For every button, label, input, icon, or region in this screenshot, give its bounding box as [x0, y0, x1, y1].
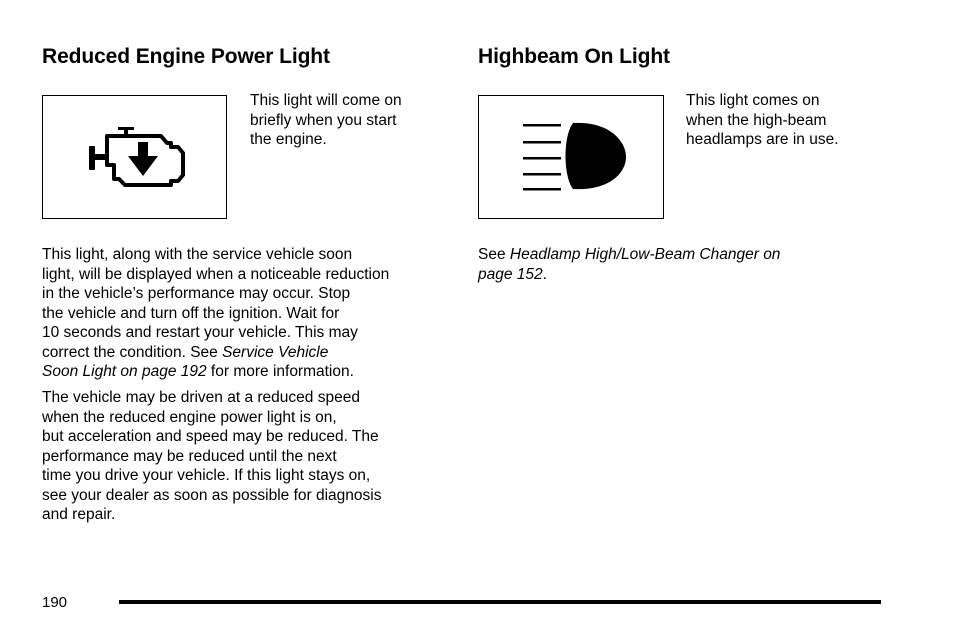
paragraph-line: but acceleration and speed may be reduced. The — [42, 428, 379, 445]
paragraph-text: for more information. — [206, 363, 354, 380]
caption-line: briefly when you start — [250, 111, 397, 129]
caption-line: headlamps are in use. — [686, 131, 839, 148]
cross-reference: page 152 — [478, 265, 543, 283]
paragraph-text: correct the condition. See — [42, 343, 223, 361]
cross-reference: Headlamp High/Low-Beam Changer on — [509, 246, 781, 263]
paragraph-line: the vehicle and turn off the ignition. Wait for — [42, 304, 340, 322]
engine-light-paragraph-1 — [42, 245, 389, 382]
caption-line: This light comes on — [686, 92, 820, 109]
footer-rule — [119, 600, 881, 604]
section-heading: Reduced Engine Power Light — [42, 45, 330, 68]
paragraph-line: The vehicle may be driven at a reduced speed — [42, 389, 360, 406]
paragraph-line — [478, 245, 780, 265]
paragraph-line: light, will be displayed when a noticeable reduction — [42, 265, 390, 283]
highbeam-icon — [479, 96, 663, 218]
engine-reduced-power-icon — [43, 96, 226, 218]
highbeam-light-figure — [478, 95, 664, 219]
caption-line: This light will come on — [250, 92, 402, 109]
engine-light-caption — [250, 91, 402, 150]
paragraph-line: and repair. — [42, 506, 116, 523]
paragraph-line: performance may be reduced until the next — [42, 447, 337, 465]
engine-light-figure — [42, 95, 227, 219]
paragraph-line: when the reduced engine power light is on, — [42, 408, 337, 426]
cross-reference: Soon Light on page 192 — [42, 363, 207, 380]
paragraph-text: See — [478, 246, 510, 263]
caption-line: the engine. — [250, 131, 327, 148]
paragraph-line: This light, along with the service vehicle soon — [42, 246, 353, 263]
page-number: 190 — [42, 594, 68, 611]
caption-line: when the high-beam — [686, 111, 827, 129]
cross-reference: Service Vehicle — [222, 343, 329, 361]
paragraph-text: . — [542, 265, 547, 283]
paragraph-line: in the vehicle’s performance may occur. Stop — [42, 285, 351, 302]
paragraph-line — [478, 265, 780, 285]
highbeam-light-paragraph — [478, 245, 780, 284]
engine-light-paragraph-2 — [42, 388, 381, 525]
paragraph-line: 10 seconds and restart your vehicle. This may — [42, 324, 358, 341]
paragraph-line — [42, 343, 389, 363]
paragraph-line: time you drive your vehicle. If this light stays on, — [42, 467, 371, 484]
paragraph-line: see your dealer as soon as possible for diagnosis — [42, 486, 382, 504]
highbeam-light-caption — [686, 91, 839, 150]
paragraph-line — [42, 362, 389, 382]
section-heading: Highbeam On Light — [478, 45, 670, 68]
